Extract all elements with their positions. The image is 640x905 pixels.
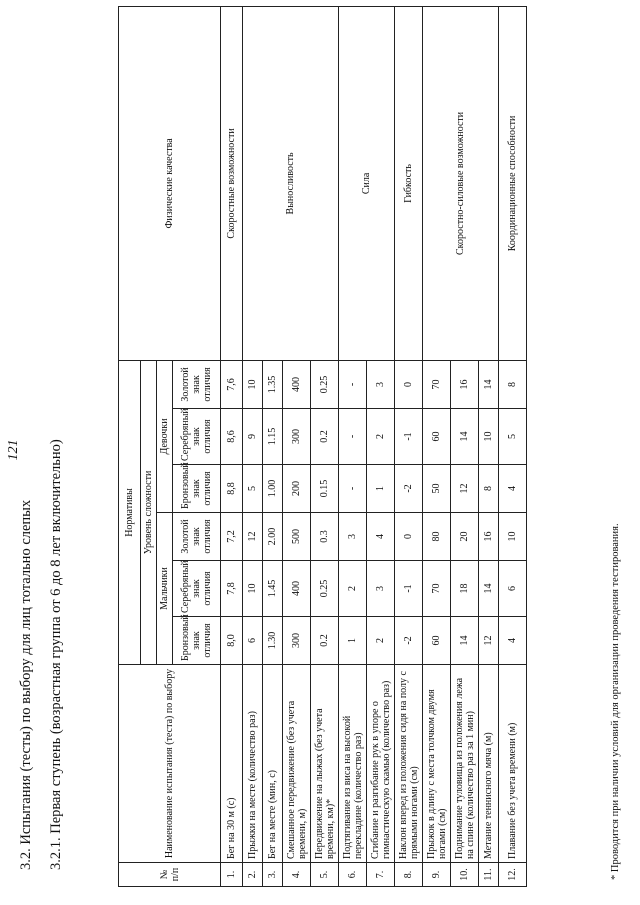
header-norms: Нормативы bbox=[119, 360, 141, 664]
girls-silver-value: 8,6 bbox=[221, 409, 243, 465]
test-name: Подтягивание из виса на высокой перекладине (количество раз) bbox=[339, 665, 367, 863]
header-girls-gold: Золотой знак отличия bbox=[173, 360, 221, 408]
boys-silver-value: 2 bbox=[339, 561, 367, 617]
girls-silver-value: 300 bbox=[283, 409, 311, 465]
test-name: Наклон вперед из положения сидя на полу с прямыми ногами (см) bbox=[395, 665, 423, 863]
test-name: Прыжки на месте (количество раз) bbox=[243, 665, 263, 863]
row-num: 2. bbox=[243, 863, 263, 887]
girls-gold-value: - bbox=[339, 360, 367, 408]
girls-bronze-value: -2 bbox=[395, 465, 423, 513]
boys-gold-value: 80 bbox=[423, 513, 451, 561]
table-row bbox=[423, 6, 451, 886]
row-num: 11. bbox=[479, 863, 499, 887]
quality-coordination: Координационные способности bbox=[499, 6, 527, 360]
girls-bronze-value: 50 bbox=[423, 465, 451, 513]
quality-endurance: Выносливость bbox=[243, 6, 339, 360]
boys-gold-value: 16 bbox=[479, 513, 499, 561]
girls-gold-value: 70 bbox=[423, 360, 451, 408]
boys-silver-value: 0.25 bbox=[311, 561, 339, 617]
boys-gold-value: 3 bbox=[339, 513, 367, 561]
test-name: Бег на месте (мин, с) bbox=[263, 665, 283, 863]
quality-speed: Скоростные возможности bbox=[221, 6, 243, 360]
boys-bronze-value: 1 bbox=[339, 617, 367, 665]
girls-silver-value: 60 bbox=[423, 409, 451, 465]
girls-gold-value: 3 bbox=[367, 360, 395, 408]
girls-gold-value: 1.35 bbox=[263, 360, 283, 408]
girls-gold-value: 16 bbox=[451, 360, 479, 408]
boys-gold-value: 4 bbox=[367, 513, 395, 561]
girls-bronze-value: 1.00 bbox=[263, 465, 283, 513]
table-row bbox=[243, 6, 263, 886]
header-boys-bronze: Бронзовый знак отличия bbox=[173, 617, 221, 665]
boys-bronze-value: 2 bbox=[367, 617, 395, 665]
girls-bronze-value: 5 bbox=[243, 465, 263, 513]
girls-silver-value: 10 bbox=[479, 409, 499, 465]
boys-bronze-value: 1.30 bbox=[263, 617, 283, 665]
row-num: 4. bbox=[283, 863, 311, 887]
test-name: Метание теннисного мяча (м) bbox=[479, 665, 499, 863]
boys-silver-value: 10 bbox=[243, 561, 263, 617]
norms-table bbox=[118, 6, 527, 887]
boys-bronze-value: 4 bbox=[499, 617, 527, 665]
boys-silver-value: 6 bbox=[499, 561, 527, 617]
boys-bronze-value: 8,0 bbox=[221, 617, 243, 665]
row-num: 10. bbox=[451, 863, 479, 887]
girls-bronze-value: 8,8 bbox=[221, 465, 243, 513]
girls-bronze-value: 1 bbox=[367, 465, 395, 513]
boys-gold-value: 10 bbox=[499, 513, 527, 561]
test-name: Поднимание туловища из положения лежа на спине (количество раз за 1 мин) bbox=[451, 665, 479, 863]
test-name: Сгибание и разгибание рук в упоре о гимнастическую скамью (количество раз) bbox=[367, 665, 395, 863]
boys-bronze-value: 60 bbox=[423, 617, 451, 665]
girls-silver-value: 0.2 bbox=[311, 409, 339, 465]
boys-bronze-value: 12 bbox=[479, 617, 499, 665]
girls-silver-value: 2 bbox=[367, 409, 395, 465]
table-row bbox=[395, 6, 423, 886]
boys-gold-value: 0 bbox=[395, 513, 423, 561]
girls-silver-value: 14 bbox=[451, 409, 479, 465]
girls-silver-value: 9 bbox=[243, 409, 263, 465]
girls-silver-value: - bbox=[339, 409, 367, 465]
girls-gold-value: 0.25 bbox=[311, 360, 339, 408]
row-num: 6. bbox=[339, 863, 367, 887]
girls-bronze-value: 0.15 bbox=[311, 465, 339, 513]
quality-speed-strength: Скоростно-силовые возможности bbox=[423, 6, 499, 360]
girls-bronze-value: 4 bbox=[499, 465, 527, 513]
boys-bronze-value: -2 bbox=[395, 617, 423, 665]
boys-silver-value: 7,8 bbox=[221, 561, 243, 617]
test-name: Смешанное передвижение (без учета времени, м) bbox=[283, 665, 311, 863]
section-heading: 3.2. Испытания (тесты) по выбору для лиц тотально слепых bbox=[18, 499, 34, 870]
header-boys-gold: Золотой знак отличия bbox=[173, 513, 221, 561]
girls-bronze-value: 8 bbox=[479, 465, 499, 513]
row-num: 7. bbox=[367, 863, 395, 887]
table-row bbox=[221, 6, 243, 886]
row-num: 1. bbox=[221, 863, 243, 887]
row-num: 3. bbox=[263, 863, 283, 887]
boys-silver-value: 1.45 bbox=[263, 561, 283, 617]
subsection-heading: 3.2.1. Первая ступень (возрастная группа от 6 до 8 лет включительно) bbox=[48, 439, 64, 870]
boys-gold-value: 20 bbox=[451, 513, 479, 561]
boys-silver-value: -1 bbox=[395, 561, 423, 617]
girls-silver-value: 1.15 bbox=[263, 409, 283, 465]
header-num: № п/п bbox=[119, 863, 221, 887]
girls-gold-value: 400 bbox=[283, 360, 311, 408]
test-name: Передвижение на лыжах (без учета времени, км)* bbox=[311, 665, 339, 863]
boys-gold-value: 7,2 bbox=[221, 513, 243, 561]
row-num: 9. bbox=[423, 863, 451, 887]
quality-flexibility: Гибкость bbox=[395, 6, 423, 360]
girls-silver-value: 5 bbox=[499, 409, 527, 465]
boys-silver-value: 18 bbox=[451, 561, 479, 617]
header-girls-bronze: Бронзовый знак отличия bbox=[173, 465, 221, 513]
girls-bronze-value: 200 bbox=[283, 465, 311, 513]
header-boys: Мальчики bbox=[157, 513, 173, 665]
row-num: 8. bbox=[395, 863, 423, 887]
girls-gold-value: 0 bbox=[395, 360, 423, 408]
boys-bronze-value: 300 bbox=[283, 617, 311, 665]
girls-gold-value: 8 bbox=[499, 360, 527, 408]
girls-silver-value: -1 bbox=[395, 409, 423, 465]
test-name: Плавание без учета времени (м) bbox=[499, 665, 527, 863]
test-name: Прыжок в длину с места толчком двумя ногами (см) bbox=[423, 665, 451, 863]
boys-gold-value: 0.3 bbox=[311, 513, 339, 561]
header-test-name: Наименование испытания (теста) по выбору bbox=[119, 665, 221, 863]
header-girls: Девочки bbox=[157, 360, 173, 512]
boys-gold-value: 2.00 bbox=[263, 513, 283, 561]
boys-gold-value: 500 bbox=[283, 513, 311, 561]
boys-gold-value: 12 bbox=[243, 513, 263, 561]
boys-silver-value: 14 bbox=[479, 561, 499, 617]
header-boys-silver: Серебряный знак отличия bbox=[173, 561, 221, 617]
girls-gold-value: 14 bbox=[479, 360, 499, 408]
row-num: 12. bbox=[499, 863, 527, 887]
boys-silver-value: 3 bbox=[367, 561, 395, 617]
boys-bronze-value: 14 bbox=[451, 617, 479, 665]
boys-bronze-value: 0.2 bbox=[311, 617, 339, 665]
boys-silver-value: 400 bbox=[283, 561, 311, 617]
footnote: * Проводится при наличии условий для организации проведения тестирования. bbox=[610, 523, 621, 880]
table-row bbox=[499, 6, 527, 886]
page-number: 121 bbox=[6, 439, 21, 461]
header-qualities: Физические качества bbox=[119, 6, 221, 360]
girls-gold-value: 7,6 bbox=[221, 360, 243, 408]
header-girls-silver: Серебряный знак отличия bbox=[173, 409, 221, 465]
row-num: 5. bbox=[311, 863, 339, 887]
girls-bronze-value: 12 bbox=[451, 465, 479, 513]
table-row bbox=[339, 6, 367, 886]
test-name: Бег на 30 м (с) bbox=[221, 665, 243, 863]
boys-silver-value: 70 bbox=[423, 561, 451, 617]
girls-bronze-value: - bbox=[339, 465, 367, 513]
header-level: Уровень сложности bbox=[141, 360, 157, 664]
boys-bronze-value: 6 bbox=[243, 617, 263, 665]
quality-strength: Сила bbox=[339, 6, 395, 360]
girls-gold-value: 10 bbox=[243, 360, 263, 408]
